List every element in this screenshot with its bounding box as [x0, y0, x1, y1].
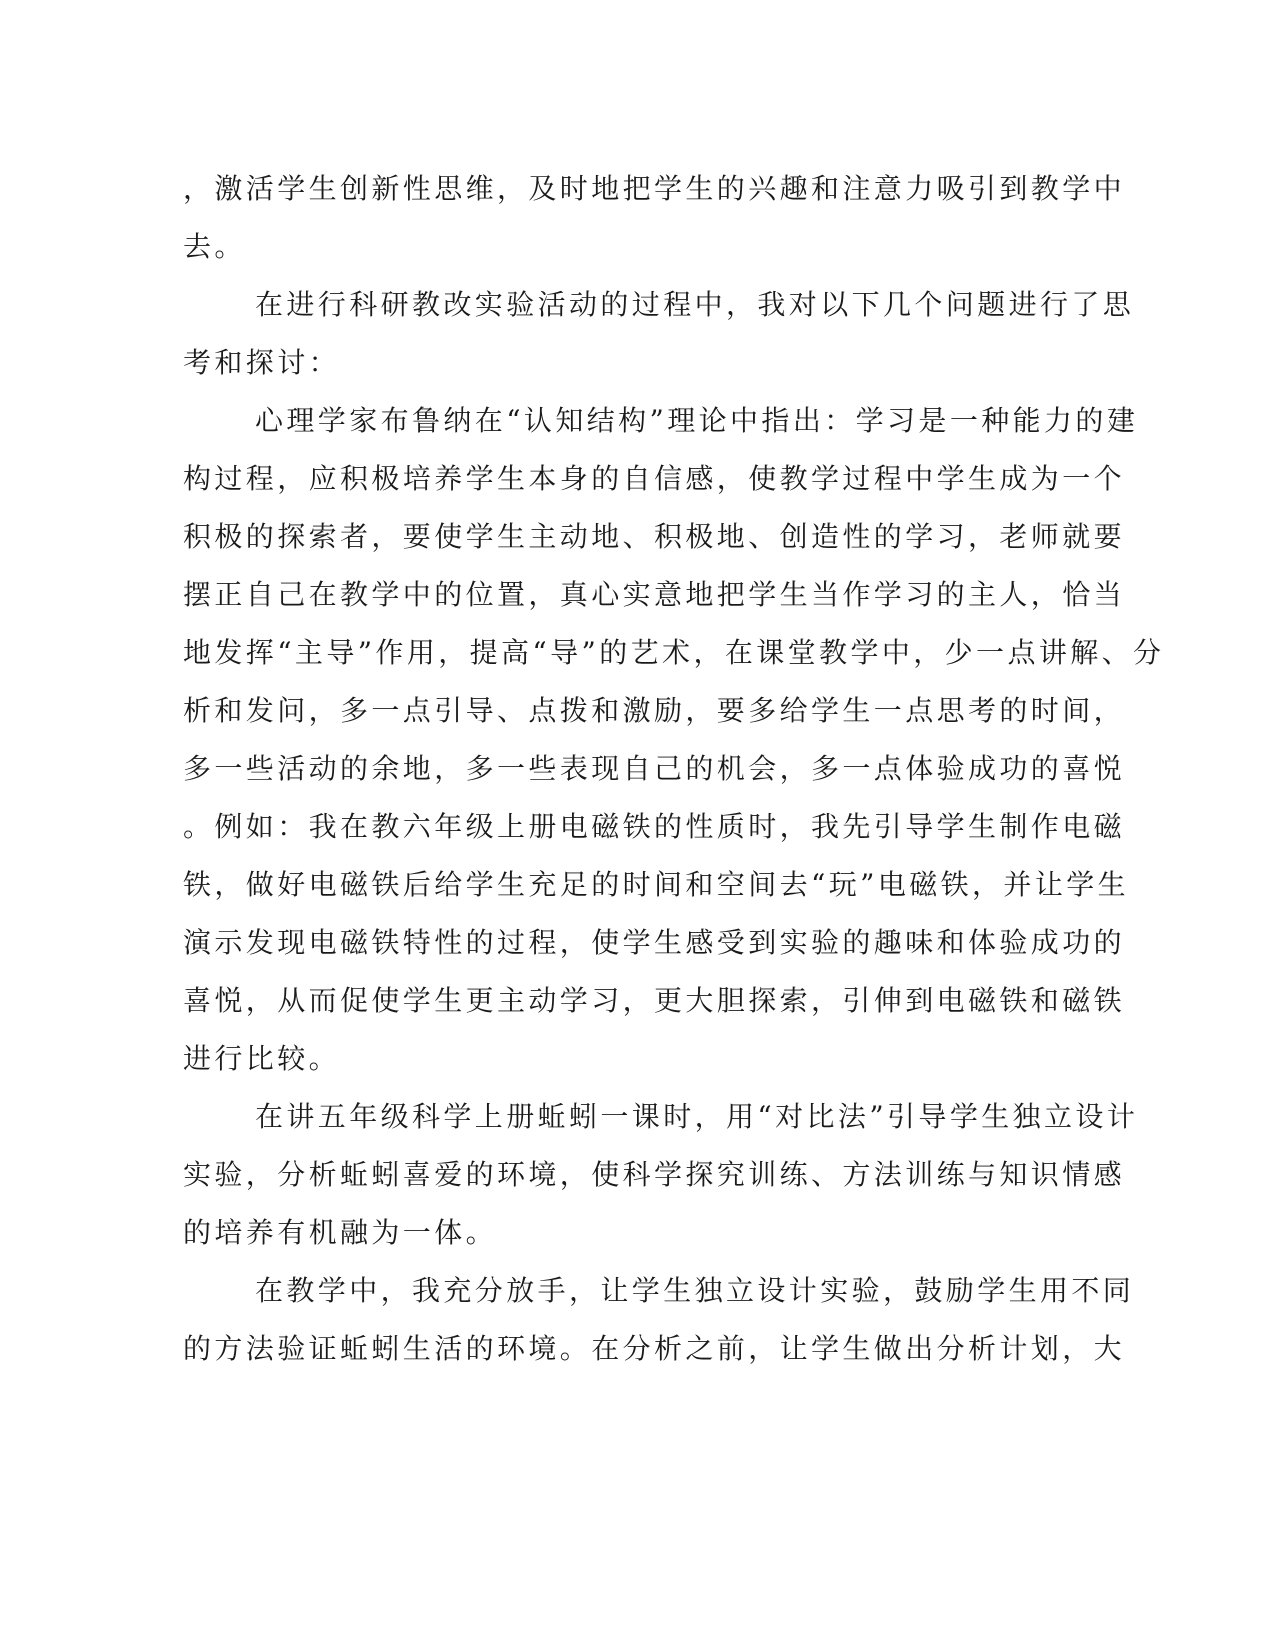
- paragraph-start-line: 在教学中，我充分放手，让学生独立设计实验，鼓励学生用不同: [255, 1274, 1135, 1307]
- text-line: 进行比较。: [183, 1042, 341, 1075]
- text-line: 摆正自己在教学中的位置，真心实意地把学生当作学习的主人，恰当: [183, 578, 1126, 611]
- text-line: 实验，分析蚯蚓喜爱的环境，使科学探究训练、方法训练与知识情感: [183, 1158, 1126, 1191]
- text-line: ，激活学生创新性思维，及时地把学生的兴趣和注意力吸引到教学中: [183, 172, 1126, 205]
- paragraph-start-line: 在讲五年级科学上册蚯蚓一课时，用“对比法”引导学生独立设计: [255, 1100, 1139, 1133]
- text-line: 构过程，应积极培养学生本身的自信感，使教学过程中学生成为一个: [183, 462, 1126, 495]
- text-line: 的培养有机融为一体。: [183, 1216, 498, 1249]
- text-line: 考和探讨：: [183, 346, 341, 379]
- text-line: 喜悦，从而促使学生更主动学习，更大胆探索，引伸到电磁铁和磁铁: [183, 984, 1126, 1017]
- text-line: 。例如：我在教六年级上册电磁铁的性质时，我先引导学生制作电磁: [183, 810, 1126, 843]
- text-line: 析和发问，多一点引导、点拨和激励，要多给学生一点思考的时间，: [183, 694, 1126, 727]
- text-line: 去。: [183, 230, 246, 263]
- text-line: 多一些活动的余地，多一些表现自己的机会，多一点体验成功的喜悦: [183, 752, 1126, 785]
- text-line: 的方法验证蚯蚓生活的环境。在分析之前，让学生做出分析计划，大: [183, 1332, 1126, 1365]
- text-line: 演示发现电磁铁特性的过程，使学生感受到实验的趣味和体验成功的: [183, 926, 1126, 959]
- text-line: 地发挥“主导”作用，提高“导”的艺术，在课堂教学中，少一点讲解、分: [183, 636, 1165, 669]
- text-line: 铁，做好电磁铁后给学生充足的时间和空间去“玩”电磁铁，并让学生: [183, 868, 1130, 901]
- paragraph-start-line: 在进行科研教改实验活动的过程中，我对以下几个问题进行了思: [255, 288, 1135, 321]
- body-text: [183, 160, 1165, 1378]
- text-line: 积极的探索者，要使学生主动地、积极地、创造性的学习，老师就要: [183, 520, 1126, 553]
- paragraph-start-line: 心理学家布鲁纳在“认知结构”理论中指出：学习是一种能力的建: [255, 404, 1139, 437]
